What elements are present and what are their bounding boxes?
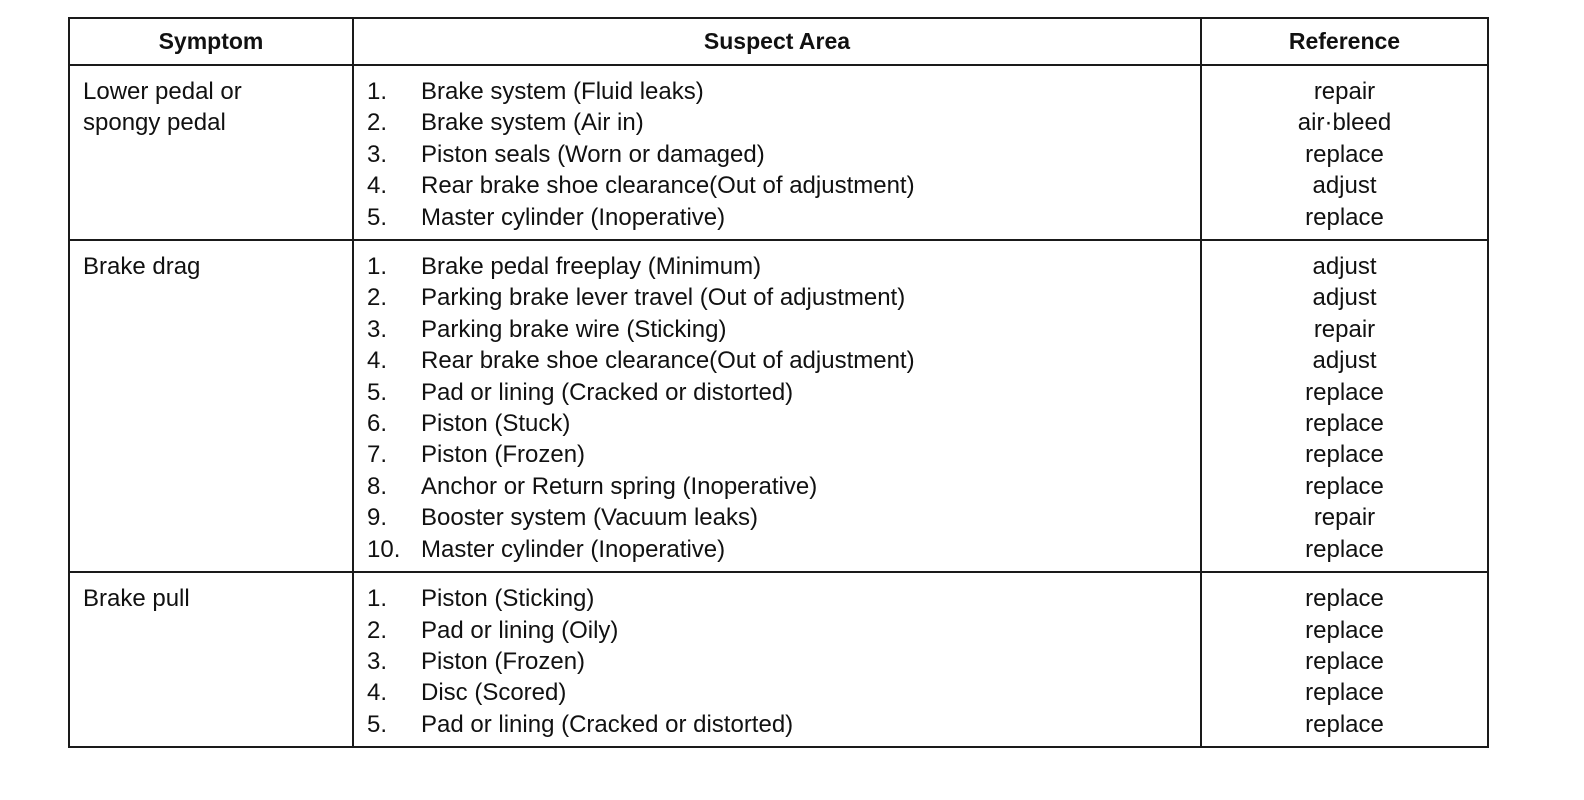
- item-number: 5.: [367, 710, 388, 738]
- table-header: [69, 18, 1488, 65]
- symptom-cell: [69, 572, 353, 747]
- symptom-text: Lower pedal or: [83, 78, 242, 105]
- header-symptom: Symptom: [69, 18, 353, 65]
- header-suspect-area: Suspect Area: [353, 18, 1201, 65]
- list-item: [367, 709, 1200, 740]
- item-text: Parking brake lever travel (Out of adjustment): [421, 284, 906, 312]
- list-item: [367, 76, 1200, 107]
- list-item: [367, 377, 1200, 408]
- item-text: Booster system (Vacuum leaks): [421, 504, 758, 532]
- list-item: [367, 583, 1200, 614]
- item-text: Brake system (Fluid leaks): [421, 78, 704, 105]
- reference-value: replace: [1305, 647, 1384, 675]
- list-item: [367, 139, 1200, 170]
- reference-value: replace: [1305, 585, 1384, 613]
- item-number: 5.: [367, 378, 388, 406]
- item-number: 3.: [367, 647, 388, 675]
- item-number: 1.: [367, 585, 388, 613]
- list-item: [367, 439, 1200, 470]
- list-item: [367, 502, 1200, 533]
- symptom-cell: [69, 240, 353, 572]
- list-item: [367, 282, 1200, 313]
- item-number: 7.: [367, 441, 388, 469]
- table-row: [69, 572, 1488, 747]
- reference-value: replace: [1305, 203, 1384, 231]
- header-reference: Reference: [1201, 18, 1488, 65]
- list-item: [367, 251, 1200, 282]
- item-text: Piston (Frozen): [421, 441, 586, 469]
- item-number: 1.: [367, 253, 388, 281]
- symptom-text: spongy pedal: [83, 109, 226, 137]
- reference-value: replace: [1305, 140, 1384, 168]
- symptom-text: Brake drag: [83, 253, 201, 281]
- item-text: Master cylinder (Inoperative): [421, 535, 726, 563]
- item-text: Brake system (Air in): [421, 109, 644, 137]
- reference-value: replace: [1305, 535, 1384, 563]
- item-number: 2.: [367, 616, 388, 644]
- list-item: [367, 202, 1200, 233]
- reference-value: repair: [1313, 315, 1376, 343]
- reference-value: repair: [1313, 504, 1376, 532]
- item-text: Anchor or Return spring (Inoperative): [421, 472, 818, 500]
- item-text: Pad or lining (Cracked or distorted): [421, 378, 794, 406]
- reference-cell: [1201, 240, 1488, 572]
- item-number: 6.: [367, 410, 388, 438]
- item-number: 4.: [367, 679, 388, 707]
- item-text: Rear brake shoe clearance(Out of adjustment): [421, 172, 915, 200]
- item-number: 10.: [367, 535, 401, 563]
- table-body: [69, 65, 1488, 747]
- item-number: 1.: [367, 78, 388, 105]
- reference-value: replace: [1305, 679, 1384, 707]
- item-number: 4.: [367, 347, 388, 375]
- list-item: [367, 646, 1200, 677]
- item-number: 3.: [367, 315, 388, 343]
- reference-cell: [1201, 65, 1488, 240]
- reference-value: replace: [1305, 378, 1384, 406]
- item-number: 8.: [367, 472, 388, 500]
- item-number: 2.: [367, 284, 388, 312]
- item-number: 9.: [367, 504, 388, 532]
- list-item: [367, 471, 1200, 502]
- symptom-cell: [69, 65, 353, 240]
- list-item: [367, 677, 1200, 708]
- suspect-area-cell: [353, 572, 1201, 747]
- item-number: 4.: [367, 172, 388, 200]
- item-number: 5.: [367, 203, 388, 231]
- reference-value: replace: [1305, 472, 1384, 500]
- item-text: Master cylinder (Inoperative): [421, 203, 726, 231]
- table-row: [69, 240, 1488, 572]
- item-text: Brake pedal freeplay (Minimum): [421, 253, 762, 281]
- list-item: [367, 345, 1200, 376]
- item-text: Piston seals (Worn or damaged): [421, 140, 765, 168]
- reference-value: adjust: [1312, 172, 1377, 200]
- reference-cell: [1201, 572, 1488, 747]
- item-text: Parking brake wire (Sticking): [421, 315, 727, 343]
- item-text: Disc (Scored): [421, 679, 567, 707]
- item-text: Piston (Sticking): [421, 585, 595, 613]
- list-item: [367, 107, 1200, 138]
- reference-value: replace: [1305, 410, 1384, 438]
- item-number: 3.: [367, 140, 388, 168]
- reference-value: replace: [1305, 616, 1384, 644]
- suspect-area-cell: [353, 240, 1201, 572]
- table-row: [69, 65, 1488, 240]
- reference-value: adjust: [1312, 347, 1377, 375]
- list-item: [367, 314, 1200, 345]
- reference-value: adjust: [1312, 253, 1377, 281]
- reference-value: replace: [1305, 441, 1384, 469]
- item-text: Pad or lining (Oily): [421, 616, 619, 644]
- symptom-text: Brake pull: [83, 585, 190, 613]
- list-item: [367, 534, 1200, 565]
- reference-value: air·bleed: [1297, 109, 1392, 137]
- item-number: 2.: [367, 109, 388, 137]
- item-text: Pad or lining (Cracked or distorted): [421, 710, 794, 738]
- reference-value: repair: [1313, 78, 1376, 105]
- list-item: [367, 615, 1200, 646]
- header-row: [69, 18, 1488, 65]
- reference-value: replace: [1305, 710, 1384, 738]
- item-text: Rear brake shoe clearance(Out of adjustment): [421, 347, 915, 375]
- item-text: Piston (Stuck): [421, 410, 571, 438]
- suspect-area-cell: [353, 65, 1201, 240]
- item-text: Piston (Frozen): [421, 647, 586, 675]
- reference-value: adjust: [1312, 284, 1377, 312]
- list-item: [367, 170, 1200, 201]
- troubleshooting-table: [68, 17, 1489, 748]
- list-item: [367, 408, 1200, 439]
